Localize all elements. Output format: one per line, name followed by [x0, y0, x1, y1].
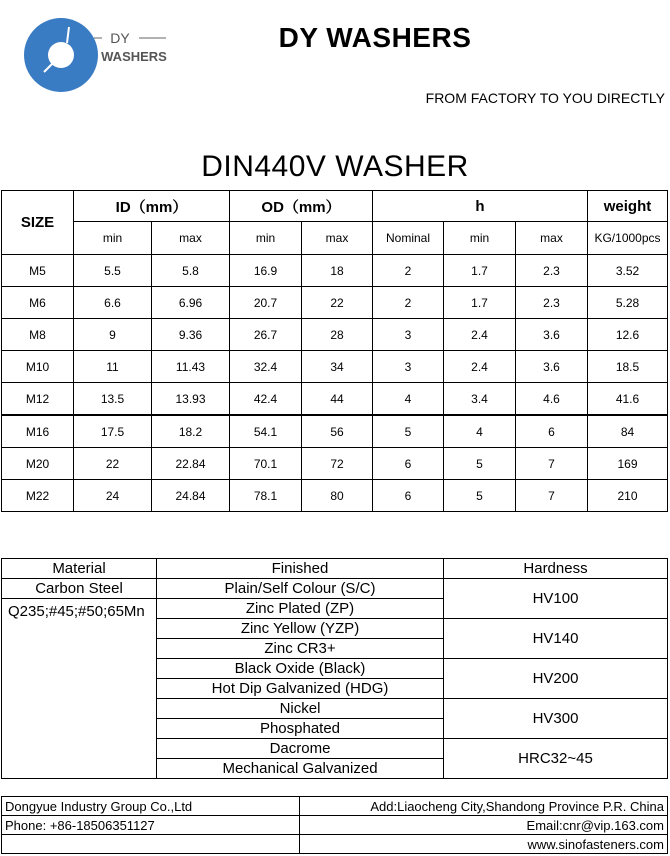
header-finished: Finished: [157, 559, 444, 579]
cell-od-min: 54.1: [230, 415, 302, 448]
table-row: [2, 448, 668, 480]
cell-od-max: 56: [302, 415, 373, 448]
cell-id-max: 13.93: [152, 383, 230, 416]
cell-od-max: 34: [302, 351, 373, 383]
cell-weight: 12.6: [588, 319, 668, 351]
subheader-id-max: max: [152, 222, 230, 255]
cell-size: M10: [2, 351, 74, 383]
cell-h-max: 3.6: [516, 351, 588, 383]
cell-id-min: 6.6: [74, 287, 152, 319]
finish-item: Plain/Self Colour (S/C): [157, 579, 444, 599]
logo-text-bottom: WASHERS: [101, 49, 167, 64]
cell-h-max: 2.3: [516, 255, 588, 287]
cell-od-max: 18: [302, 255, 373, 287]
cell-h-max: 4.6: [516, 383, 588, 416]
cell-h-min: 2.4: [444, 351, 516, 383]
header-size: SIZE: [2, 191, 74, 255]
cell-size: M20: [2, 448, 74, 480]
cell-id-max: 11.43: [152, 351, 230, 383]
cell-id-max: 5.8: [152, 255, 230, 287]
cell-h-nom: 2: [373, 287, 444, 319]
table-row: [2, 415, 668, 448]
cell-weight: 210: [588, 480, 668, 512]
footer-company: Dongyue Industry Group Co.,Ltd: [2, 797, 300, 816]
finish-item: Hot Dip Galvanized (HDG): [157, 679, 444, 699]
cell-id-max: 6.96: [152, 287, 230, 319]
table-row: [2, 255, 668, 287]
table-row: [2, 480, 668, 512]
header-weight: weight: [588, 191, 668, 222]
cell-od-min: 26.7: [230, 319, 302, 351]
footer-phone: Phone: +86-18506351127: [2, 816, 300, 835]
finish-item: Black Oxide (Black): [157, 659, 444, 679]
cell-od-min: 78.1: [230, 480, 302, 512]
hardness-value: HV200: [444, 659, 668, 699]
finish-item: Nickel: [157, 699, 444, 719]
footer-website: www.sinofasteners.com: [300, 835, 668, 854]
hardness-value: HV100: [444, 579, 668, 619]
cell-id-min: 5.5: [74, 255, 152, 287]
brand-title: DY WASHERS: [278, 22, 472, 53]
table-row: [2, 287, 668, 319]
cell-h-nom: 4: [373, 383, 444, 416]
cell-id-max: 24.84: [152, 480, 230, 512]
hardness-value: HRC32~45: [444, 739, 668, 779]
table-row: [2, 351, 668, 383]
cell-od-min: 32.4: [230, 351, 302, 383]
cell-od-max: 44: [302, 383, 373, 416]
footer-empty-cell: [2, 835, 300, 854]
cell-id-min: 9: [74, 319, 152, 351]
footer-email: Email:cnr@vip.163.com: [300, 816, 668, 835]
subheader-h-nominal: Nominal: [373, 222, 444, 255]
cell-weight: 3.52: [588, 255, 668, 287]
cell-od-max: 22: [302, 287, 373, 319]
subheader-id-min: min: [74, 222, 152, 255]
logo-text-top: DY: [110, 30, 130, 46]
cell-id-min: 24: [74, 480, 152, 512]
cell-h-max: 2.3: [516, 287, 588, 319]
finish-item: Zinc CR3+: [157, 639, 444, 659]
cell-id-min: 22: [74, 448, 152, 480]
cell-id-max: 18.2: [152, 415, 230, 448]
cell-size: M22: [2, 480, 74, 512]
cell-size: M16: [2, 415, 74, 448]
cell-h-min: 3.4: [444, 383, 516, 416]
finish-table: [1, 558, 668, 779]
cell-id-max: 22.84: [152, 448, 230, 480]
cell-od-min: 20.7: [230, 287, 302, 319]
subheader-h-max: max: [516, 222, 588, 255]
cell-h-nom: 6: [373, 480, 444, 512]
cell-h-nom: 3: [373, 351, 444, 383]
document-title: DIN440V WASHER: [201, 150, 469, 183]
cell-size: M5: [2, 255, 74, 287]
cell-size: M12: [2, 383, 74, 416]
footer-contact-table: [1, 796, 668, 854]
material-grades: Q235;#45;#50;65Mn: [2, 599, 157, 779]
cell-h-nom: 3: [373, 319, 444, 351]
cell-od-min: 42.4: [230, 383, 302, 416]
cell-h-min: 1.7: [444, 255, 516, 287]
header-material: Material: [2, 559, 157, 579]
cell-size: M8: [2, 319, 74, 351]
cell-weight: 41.6: [588, 383, 668, 416]
cell-od-max: 72: [302, 448, 373, 480]
material-carbon-steel: Carbon Steel: [2, 579, 157, 599]
finish-item: Mechanical Galvanized: [157, 759, 444, 779]
cell-h-min: 1.7: [444, 287, 516, 319]
hardness-value: HV300: [444, 699, 668, 739]
cell-h-min: 5: [444, 480, 516, 512]
header-hardness: Hardness: [444, 559, 668, 579]
table-row: [2, 319, 668, 351]
spec-table: [1, 190, 668, 512]
finish-item: Dacrome: [157, 739, 444, 759]
cell-weight: 18.5: [588, 351, 668, 383]
finish-item: Zinc Plated (ZP): [157, 599, 444, 619]
header-od: OD（mm）: [230, 191, 373, 222]
header-h: h: [373, 191, 588, 222]
cell-od-min: 70.1: [230, 448, 302, 480]
cell-od-min: 16.9: [230, 255, 302, 287]
header-id: ID（mm）: [74, 191, 230, 222]
cell-id-min: 13.5: [74, 383, 152, 416]
cell-h-nom: 2: [373, 255, 444, 287]
subheader-od-min: min: [230, 222, 302, 255]
subheader-weight-unit: KG/1000pcs: [588, 222, 668, 255]
subheader-h-min: min: [444, 222, 516, 255]
cell-od-max: 28: [302, 319, 373, 351]
cell-size: M6: [2, 287, 74, 319]
cell-h-min: 2.4: [444, 319, 516, 351]
cell-h-nom: 5: [373, 415, 444, 448]
cell-id-min: 17.5: [74, 415, 152, 448]
footer-address: Add:Liaocheng City,Shandong Province P.R. China: [300, 797, 668, 816]
cell-od-max: 80: [302, 480, 373, 512]
cell-h-min: 4: [444, 415, 516, 448]
cell-h-min: 5: [444, 448, 516, 480]
slogan: FROM FACTORY TO YOU DIRECTLY: [425, 90, 665, 106]
company-logo: [24, 16, 174, 94]
hardness-value: HV140: [444, 619, 668, 659]
cell-h-max: 6: [516, 415, 588, 448]
finish-item: Phosphated: [157, 719, 444, 739]
cell-id-min: 11: [74, 351, 152, 383]
cell-h-max: 7: [516, 480, 588, 512]
cell-weight: 169: [588, 448, 668, 480]
finish-item: Zinc Yellow (YZP): [157, 619, 444, 639]
cell-h-max: 3.6: [516, 319, 588, 351]
cell-id-max: 9.36: [152, 319, 230, 351]
cell-h-nom: 6: [373, 448, 444, 480]
cell-weight: 84: [588, 415, 668, 448]
cell-h-max: 7: [516, 448, 588, 480]
cell-weight: 5.28: [588, 287, 668, 319]
table-row: [2, 383, 668, 416]
subheader-od-max: max: [302, 222, 373, 255]
